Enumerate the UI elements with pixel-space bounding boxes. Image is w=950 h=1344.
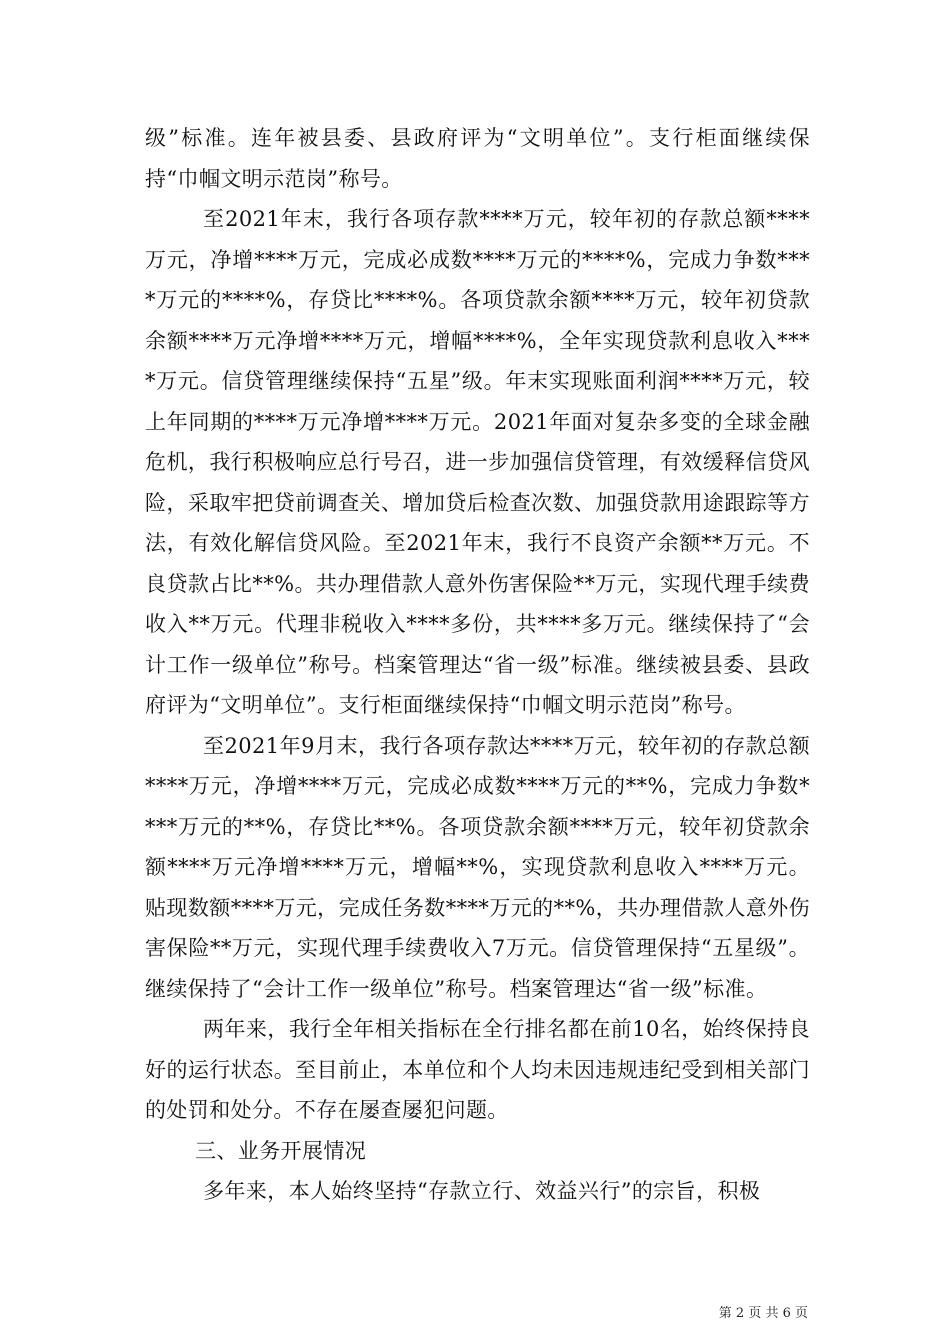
paragraph-closing: 多年来，本人始终坚持“存款立行、效益兴行”的宗旨，积极 [203, 1179, 761, 1203]
paragraph-september-2021: 至2021年9月末，我行各项存款达****万元，较年初的存款总额****万元，净增****万元，完成必成数****万元的**%，完成力争数****万元的**%，存贷比**%。各项贷款余额****万元，较年初贷款余额****万元净增****万元，增幅**%，实现贷款利息收入****万元。贴现数额****万元，完成任务数****万元的**%，共办理借款人意外伤害保险**万元，实现代理手续费收入7万元。信贷管理保持“五星级”。继续保持了“会计工作一级单位”称号。档案管理达“省一级”标准。 [145, 733, 810, 1001]
paragraph-two-years: 两年来，我行全年相关指标在全行排名都在前10名，始终保持良好的运行状态。至目前止，本单位和个人均未因违规违纪受到相关部门的处罚和处分。不存在屡查屡犯问题。 [145, 1017, 810, 1122]
paragraph-year-end-2021: 至2021年末，我行各项存款****万元，较年初的存款总额****万元，净增****万元，完成必成数****万元的****%，完成力争数****万元的****%，存贷比****%。各项贷款余额****万元，较年初贷款余额****万元净增****万元，增幅****%，全年实现贷款利息收入****万元。信贷管理继续保持“五星”级。年末实现账面利润****万元，较上年同期的****万元净增****万元。2021年面对复杂多变的全球金融危机，我行积极响应总行号召，进一步加强信贷管理，有效缓释信贷风险，采取牢把贷前调查关、增加贷后检查次数、加强贷款用途跟踪等方法，有效化解信贷风险。至2021年末，我行不良资产余额**万元。不良贷款占比**%。共办理借款人意外伤害保险**万元，实现代理手续费收入**万元。代理非税收入****多份，共****多万元。继续保持了“会计工作一级单位”称号。档案管理达“省一级”标准。继续被县委、县政府评为“文明单位”。支行柜面继续保持“巾帼文明示范岗”称号。 [145, 207, 810, 717]
page-number-footer: 第 2 页 共 6 页 [718, 1306, 808, 1321]
paragraph-continuation: 级”标准。连年被县委、县政府评为“文明单位”。支行柜面继续保持“巾帼文明示范岗”称号。 [145, 126, 810, 191]
section-heading: 三、业务开展情况 [195, 1138, 367, 1163]
document-body [145, 118, 810, 1212]
